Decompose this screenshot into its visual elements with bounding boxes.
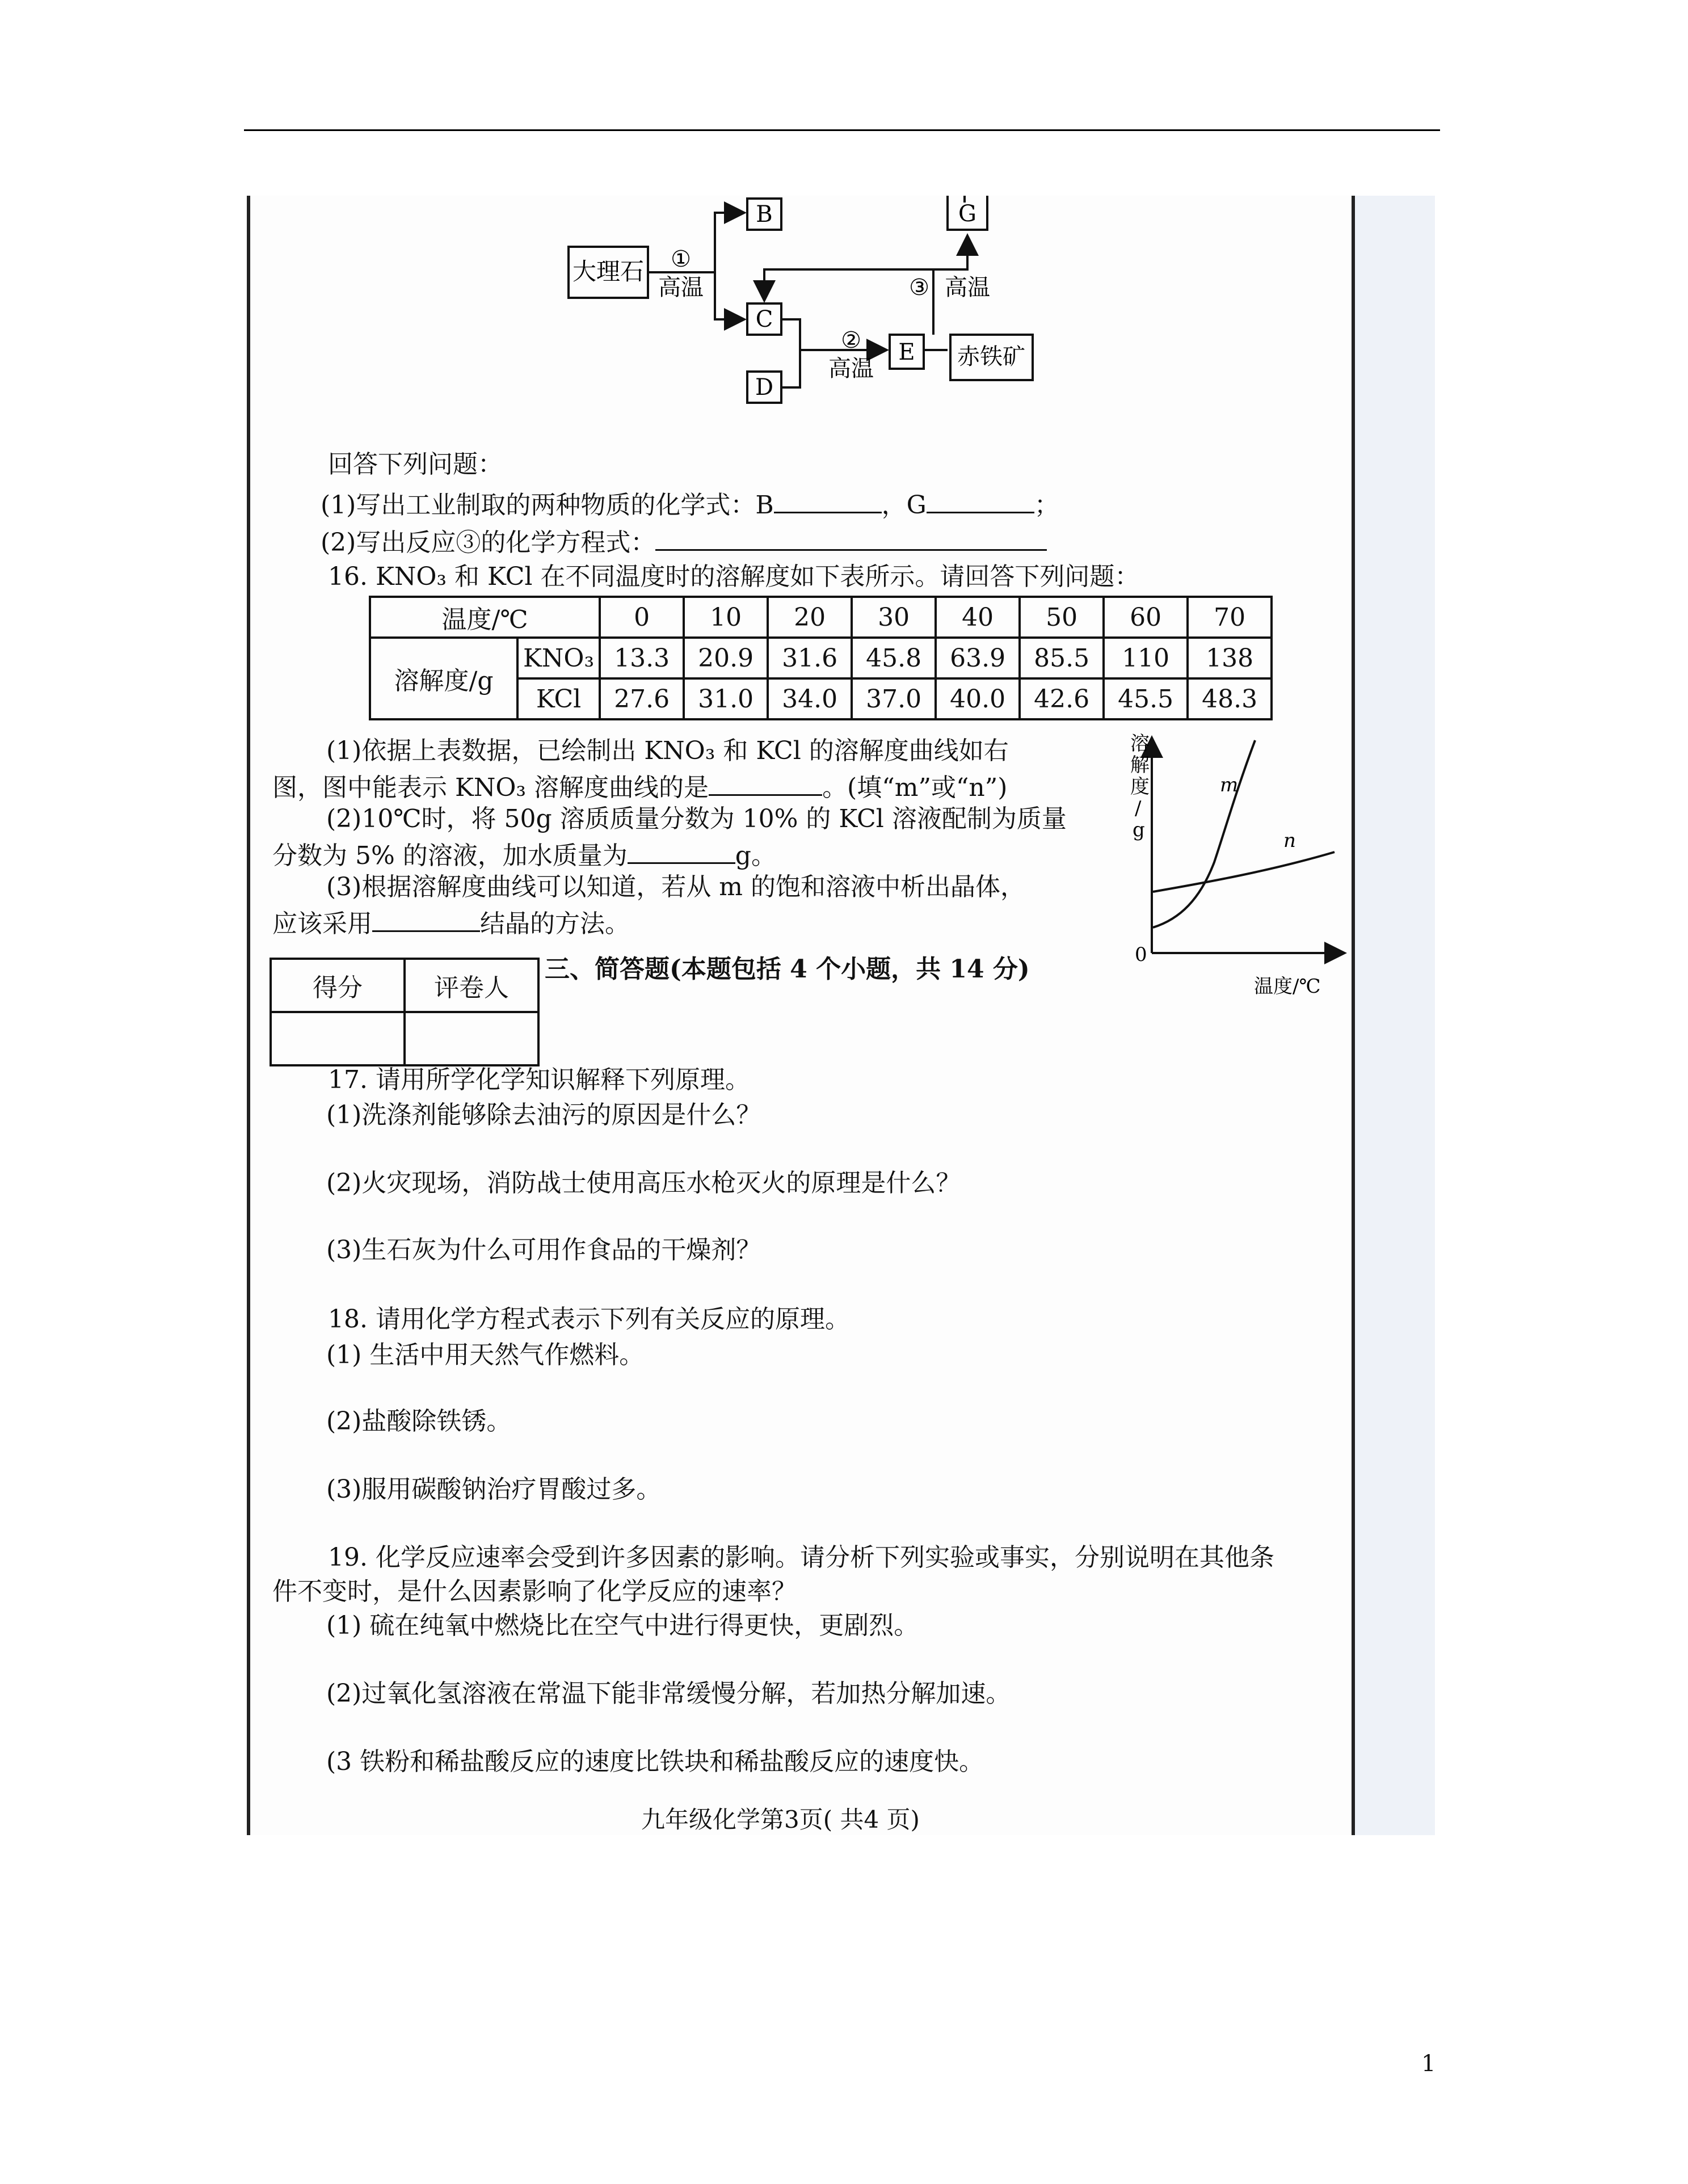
node-g: G <box>958 201 976 227</box>
score-col-header: 得分 <box>271 959 405 1012</box>
table-temp: 60 <box>1104 597 1188 638</box>
q16-part3-line2: 应该采用 结晶的方法。 <box>272 908 630 938</box>
table-temp: 40 <box>936 597 1020 638</box>
answer-blank-curve[interactable] <box>709 771 822 796</box>
table-kno3-value: 63.9 <box>936 638 1020 678</box>
curve-m <box>1153 740 1255 927</box>
label-reaction-2-condition: 高温 <box>828 356 874 382</box>
graph-ylabel-char: 解 <box>1130 754 1150 777</box>
q17-part3: (3)生石灰为什么可用作食品的干燥剂？ <box>326 1236 761 1264</box>
table-sol-header: 溶解度/g <box>370 638 517 719</box>
q16-part3-line1: (3)根据溶解度曲线可以知道，若从 m 的饱和溶液中析出晶体， <box>326 872 1026 901</box>
q16-part2-line2: 分数为 5% 的溶液，加水质量为 g。 <box>272 840 776 870</box>
scan-footer: 九年级化学第3页( 共4 页) <box>641 1806 920 1833</box>
table-kno3-value: 85.5 <box>1020 638 1104 678</box>
q16-part2-line1: (2)10℃时，将 50g 溶质质量分数为 10% 的 KCl 溶液配制为质量 <box>326 804 1067 833</box>
table-kno3-value: 31.6 <box>768 638 852 678</box>
node-e: E <box>898 339 915 365</box>
table-kcl-value: 31.0 <box>684 678 768 719</box>
graph-ylabel-char: g <box>1133 819 1145 841</box>
label-reaction-3-condition: 高温 <box>945 275 990 301</box>
table-temp: 10 <box>684 597 768 638</box>
node-marble: 大理石 <box>572 258 645 285</box>
scan-margin <box>1352 196 1435 1835</box>
node-d: D <box>755 374 774 400</box>
label-reaction-2: ② <box>841 327 861 353</box>
table-kno3-value: 138 <box>1188 638 1272 678</box>
answer-blank-crystallization[interactable] <box>372 908 480 932</box>
table-kcl-value: 34.0 <box>768 678 852 719</box>
curve-m-label: m <box>1220 774 1239 796</box>
label-reaction-1-condition: 高温 <box>658 275 704 301</box>
table-kno3-value: 20.9 <box>684 638 768 678</box>
score-cell[interactable] <box>271 1012 405 1065</box>
table-kcl-value: 37.0 <box>852 678 936 719</box>
node-c: C <box>755 306 773 332</box>
q18-stem: 18. 请用化学方程式表示下列有关反应的原理。 <box>328 1305 850 1334</box>
table-temp: 0 <box>600 597 684 638</box>
graph-ylabel-char: 度 <box>1130 775 1150 798</box>
q19-stem-line2: 件不变时，是什么因素影响了化学反应的速率？ <box>272 1577 797 1606</box>
table-kno3-label: KNO₃ <box>517 638 600 678</box>
graph-ylabel-char: 溶 <box>1130 732 1150 755</box>
table-kcl-label: KCl <box>517 678 600 719</box>
q15-part1: (1)写出工业制取的两种物质的化学式：B ，G ； <box>321 489 1059 519</box>
table-kno3-value: 13.3 <box>600 638 684 678</box>
table-kcl-value: 42.6 <box>1020 678 1104 719</box>
solubility-curve-graph <box>1106 726 1362 998</box>
table-kcl-value: 27.6 <box>600 678 684 719</box>
q15-part2: (2)写出反应③的化学方程式： <box>321 526 1047 556</box>
table-temp-header: 温度/℃ <box>370 597 600 638</box>
graph-xlabel: 温度/℃ <box>1254 975 1321 998</box>
graph-ylabel-char: / <box>1135 797 1142 820</box>
curve-n-label: n <box>1283 829 1296 852</box>
table-temp: 30 <box>852 597 936 638</box>
label-reaction-3: ③ <box>909 275 929 301</box>
solubility-table <box>369 596 1273 720</box>
label-reaction-1: ① <box>671 246 691 272</box>
table-kcl-value: 45.5 <box>1104 678 1188 719</box>
answer-blank-equation-3[interactable] <box>655 526 1047 551</box>
q16-stem: 16. KNO₃ 和 KCl 在不同温度时的溶解度如下表所示。请回答下列问题： <box>328 562 1140 591</box>
grader-cell[interactable] <box>405 1012 538 1065</box>
table-kcl-value: 40.0 <box>936 678 1020 719</box>
answer-blank-b[interactable] <box>774 489 882 513</box>
q19-part2: (2)过氧化氢溶液在常温下能非常缓慢分解，若加热分解加速。 <box>326 1679 1011 1708</box>
q15-intro: 回答下列问题： <box>328 450 503 479</box>
q18-part3: (3)服用碳酸钠治疗胃酸过多。 <box>326 1475 662 1504</box>
table-temp: 20 <box>768 597 852 638</box>
q19-stem-line1: 19. 化学反应速率会受到许多因素的影响。请分析下列实验或事实，分别说明在其他条 <box>328 1543 1274 1572</box>
score-box <box>270 958 540 1066</box>
table-temp: 50 <box>1020 597 1104 638</box>
q19-part3: (3 铁粉和稀盐酸反应的速度比铁块和稀盐酸反应的速度快。 <box>326 1747 984 1776</box>
answer-blank-water-mass[interactable] <box>628 840 735 864</box>
page-number: 1 <box>1421 2051 1436 2077</box>
top-rule <box>244 129 1440 131</box>
q18-part1: (1) 生活中用天然气作燃料。 <box>326 1340 645 1369</box>
answer-blank-g[interactable] <box>927 489 1034 513</box>
q18-part2: (2)盐酸除铁锈。 <box>326 1407 512 1436</box>
graph-origin: 0 <box>1135 943 1147 966</box>
q16-part1-line1: (1)依据上表数据，已绘制出 KNO₃ 和 KCl 的溶解度曲线如右 <box>326 736 1009 765</box>
node-hematite: 赤铁矿 <box>957 344 1025 370</box>
table-temp: 70 <box>1188 597 1272 638</box>
q17-stem: 17. 请用所学化学知识解释下列原理。 <box>328 1065 750 1094</box>
q16-part1-line2: 图，图中能表示 KNO₃ 溶解度曲线的是 。(填“m”或“n”) <box>272 771 1007 802</box>
q19-part1: (1) 硫在纯氧中燃烧比在空气中进行得更快，更剧烈。 <box>326 1611 919 1640</box>
q17-part2: (2)火灾现场，消防战士使用高压水枪灭火的原理是什么？ <box>326 1169 961 1198</box>
table-kno3-value: 45.8 <box>852 638 936 678</box>
section-3-heading: 三、简答题(本题包括 4 个小题，共 14 分) <box>545 955 1030 984</box>
grader-col-header: 评卷人 <box>405 959 538 1012</box>
table-kcl-value: 48.3 <box>1188 678 1272 719</box>
table-kno3-value: 110 <box>1104 638 1188 678</box>
reaction-flow-diagram <box>545 196 1089 423</box>
q17-part1: (1)洗涤剂能够除去油污的原因是什么？ <box>326 1101 761 1129</box>
node-b: B <box>756 201 773 227</box>
curve-n <box>1153 852 1335 892</box>
